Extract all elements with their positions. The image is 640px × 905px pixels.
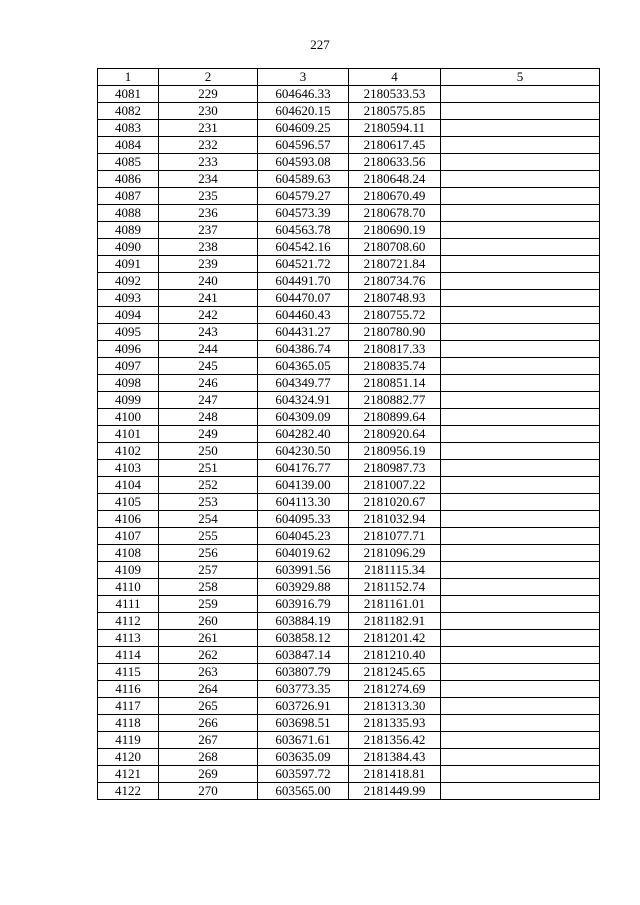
table-cell: 242 xyxy=(159,307,258,324)
table-row xyxy=(98,715,600,732)
table-cell: 4111 xyxy=(98,596,159,613)
table-cell xyxy=(441,222,600,239)
table-cell: 4110 xyxy=(98,579,159,596)
table-cell: 4105 xyxy=(98,494,159,511)
table-row xyxy=(98,188,600,205)
table-row xyxy=(98,579,600,596)
table-cell: 603635.09 xyxy=(258,749,349,766)
table-cell: 254 xyxy=(159,511,258,528)
table-cell: 604365.05 xyxy=(258,358,349,375)
table-cell: 2180648.24 xyxy=(349,171,441,188)
table-cell: 250 xyxy=(159,443,258,460)
table-row xyxy=(98,443,600,460)
table-row xyxy=(98,137,600,154)
table-cell: 604573.39 xyxy=(258,205,349,222)
table-header xyxy=(98,69,600,86)
table-row xyxy=(98,596,600,613)
table-row xyxy=(98,222,600,239)
table-cell: 603698.51 xyxy=(258,715,349,732)
table-row xyxy=(98,103,600,120)
table-row xyxy=(98,613,600,630)
table-cell xyxy=(441,341,600,358)
table-cell: 4091 xyxy=(98,256,159,273)
table-cell: 603858.12 xyxy=(258,630,349,647)
table-cell: 2180851.14 xyxy=(349,375,441,392)
table-cell xyxy=(441,783,600,800)
table-cell: 4120 xyxy=(98,749,159,766)
table-cell: 603565.00 xyxy=(258,783,349,800)
table-row xyxy=(98,205,600,222)
table-cell xyxy=(441,188,600,205)
table-cell: 4098 xyxy=(98,375,159,392)
table-row xyxy=(98,86,600,103)
table-cell xyxy=(441,579,600,596)
table-cell xyxy=(441,171,600,188)
table-cell: 2180920.64 xyxy=(349,426,441,443)
table-cell xyxy=(441,205,600,222)
column-header: 2 xyxy=(159,69,258,86)
table-row xyxy=(98,681,600,698)
table-cell xyxy=(441,307,600,324)
table-cell: 604019.62 xyxy=(258,545,349,562)
table-cell: 604521.72 xyxy=(258,256,349,273)
table-cell xyxy=(441,443,600,460)
table-cell: 2181077.71 xyxy=(349,528,441,545)
table-row xyxy=(98,783,600,800)
table-cell: 2180748.93 xyxy=(349,290,441,307)
table-cell: 4122 xyxy=(98,783,159,800)
table-cell xyxy=(441,528,600,545)
table-cell xyxy=(441,290,600,307)
table-row xyxy=(98,290,600,307)
table-cell: 2180817.33 xyxy=(349,341,441,358)
table-cell xyxy=(441,324,600,341)
table-cell: 4096 xyxy=(98,341,159,358)
table-cell: 256 xyxy=(159,545,258,562)
table-cell: 603671.61 xyxy=(258,732,349,749)
table-cell: 4082 xyxy=(98,103,159,120)
table-cell: 604349.77 xyxy=(258,375,349,392)
table-cell xyxy=(441,545,600,562)
table-cell: 251 xyxy=(159,460,258,477)
table-cell: 4108 xyxy=(98,545,159,562)
table-cell xyxy=(441,664,600,681)
table-cell: 244 xyxy=(159,341,258,358)
table-cell: 2180633.56 xyxy=(349,154,441,171)
table-row xyxy=(98,511,600,528)
table-cell: 604176.77 xyxy=(258,460,349,477)
table-row xyxy=(98,375,600,392)
table-row xyxy=(98,749,600,766)
table-cell: 4100 xyxy=(98,409,159,426)
table-cell xyxy=(441,596,600,613)
table-cell xyxy=(441,766,600,783)
table-cell: 4090 xyxy=(98,239,159,256)
table-cell: 260 xyxy=(159,613,258,630)
table-cell xyxy=(441,375,600,392)
table-cell: 2181245.65 xyxy=(349,664,441,681)
table-cell: 253 xyxy=(159,494,258,511)
table-cell: 4106 xyxy=(98,511,159,528)
table-cell: 236 xyxy=(159,205,258,222)
table-cell: 604386.74 xyxy=(258,341,349,358)
table-row xyxy=(98,120,600,137)
table-cell: 235 xyxy=(159,188,258,205)
table-row xyxy=(98,307,600,324)
table-cell: 2181096.29 xyxy=(349,545,441,562)
table-cell: 2180755.72 xyxy=(349,307,441,324)
table-cell: 2180780.90 xyxy=(349,324,441,341)
table-cell: 604139.00 xyxy=(258,477,349,494)
table-cell: 269 xyxy=(159,766,258,783)
table-row xyxy=(98,460,600,477)
table-cell xyxy=(441,681,600,698)
table-cell: 2181152.74 xyxy=(349,579,441,596)
table-row xyxy=(98,562,600,579)
table-row xyxy=(98,341,600,358)
table-cell xyxy=(441,103,600,120)
table-cell: 603773.35 xyxy=(258,681,349,698)
table-cell xyxy=(441,460,600,477)
table-cell: 2180594.11 xyxy=(349,120,441,137)
table-cell: 229 xyxy=(159,86,258,103)
table-cell: 252 xyxy=(159,477,258,494)
table-cell: 603847.14 xyxy=(258,647,349,664)
table-cell: 603916.79 xyxy=(258,596,349,613)
table-cell: 263 xyxy=(159,664,258,681)
table-cell: 4084 xyxy=(98,137,159,154)
table-cell: 604542.16 xyxy=(258,239,349,256)
table-cell: 4097 xyxy=(98,358,159,375)
table-cell: 266 xyxy=(159,715,258,732)
table-cell xyxy=(441,273,600,290)
table-cell: 2181449.99 xyxy=(349,783,441,800)
table-row xyxy=(98,528,600,545)
table-cell xyxy=(441,494,600,511)
table-cell: 264 xyxy=(159,681,258,698)
table-cell: 2180617.45 xyxy=(349,137,441,154)
table-cell: 4094 xyxy=(98,307,159,324)
table-cell: 4121 xyxy=(98,766,159,783)
column-header: 1 xyxy=(98,69,159,86)
table-cell: 268 xyxy=(159,749,258,766)
table-cell: 4085 xyxy=(98,154,159,171)
table-row xyxy=(98,154,600,171)
table-cell: 4086 xyxy=(98,171,159,188)
table-cell: 4099 xyxy=(98,392,159,409)
table-cell: 4117 xyxy=(98,698,159,715)
table-cell: 2180670.49 xyxy=(349,188,441,205)
table-cell: 249 xyxy=(159,426,258,443)
table-cell: 2180690.19 xyxy=(349,222,441,239)
table-cell: 4092 xyxy=(98,273,159,290)
table-row xyxy=(98,698,600,715)
table-cell: 604460.43 xyxy=(258,307,349,324)
table-cell xyxy=(441,120,600,137)
table-cell: 4112 xyxy=(98,613,159,630)
table-cell: 4083 xyxy=(98,120,159,137)
table-row xyxy=(98,545,600,562)
table-cell: 604309.09 xyxy=(258,409,349,426)
table-cell: 2181384.43 xyxy=(349,749,441,766)
table-cell: 604593.08 xyxy=(258,154,349,171)
table-cell xyxy=(441,477,600,494)
table-cell: 4104 xyxy=(98,477,159,494)
table-row xyxy=(98,426,600,443)
table-cell xyxy=(441,86,600,103)
table-cell: 230 xyxy=(159,103,258,120)
table-cell: 2181335.93 xyxy=(349,715,441,732)
table-cell: 2181007.22 xyxy=(349,477,441,494)
table-cell: 4114 xyxy=(98,647,159,664)
column-header: 3 xyxy=(258,69,349,86)
table-cell: 238 xyxy=(159,239,258,256)
table-cell: 234 xyxy=(159,171,258,188)
table-cell xyxy=(441,239,600,256)
table-cell: 4103 xyxy=(98,460,159,477)
table-cell: 2181418.81 xyxy=(349,766,441,783)
table-cell: 4116 xyxy=(98,681,159,698)
table-cell: 4118 xyxy=(98,715,159,732)
table-cell: 604579.27 xyxy=(258,188,349,205)
table-cell: 603991.56 xyxy=(258,562,349,579)
table-cell xyxy=(441,392,600,409)
table-cell: 4081 xyxy=(98,86,159,103)
table-cell: 270 xyxy=(159,783,258,800)
table-cell: 2181356.42 xyxy=(349,732,441,749)
table-cell: 239 xyxy=(159,256,258,273)
table-cell: 255 xyxy=(159,528,258,545)
table-cell xyxy=(441,154,600,171)
table-cell: 2180533.53 xyxy=(349,86,441,103)
table-cell: 603884.19 xyxy=(258,613,349,630)
table-cell: 2181020.67 xyxy=(349,494,441,511)
table-row xyxy=(98,273,600,290)
table-cell: 604230.50 xyxy=(258,443,349,460)
column-header: 4 xyxy=(349,69,441,86)
table-cell: 604113.30 xyxy=(258,494,349,511)
table-cell xyxy=(441,562,600,579)
table-cell: 241 xyxy=(159,290,258,307)
table-cell: 2181182.91 xyxy=(349,613,441,630)
table-cell: 2180575.85 xyxy=(349,103,441,120)
table-cell: 603807.79 xyxy=(258,664,349,681)
table-row xyxy=(98,477,600,494)
table-cell xyxy=(441,409,600,426)
table-cell: 2181032.94 xyxy=(349,511,441,528)
table-row xyxy=(98,494,600,511)
table-cell: 604324.91 xyxy=(258,392,349,409)
table-body xyxy=(98,86,600,800)
table-cell: 2181210.40 xyxy=(349,647,441,664)
table-cell: 4109 xyxy=(98,562,159,579)
table-cell: 604646.33 xyxy=(258,86,349,103)
table-cell: 245 xyxy=(159,358,258,375)
table-cell: 2181274.69 xyxy=(349,681,441,698)
table-cell: 240 xyxy=(159,273,258,290)
table-cell: 604620.15 xyxy=(258,103,349,120)
table-cell: 2181201.42 xyxy=(349,630,441,647)
table-cell xyxy=(441,358,600,375)
table-cell: 2181161.01 xyxy=(349,596,441,613)
table-cell: 604282.40 xyxy=(258,426,349,443)
table-cell: 4119 xyxy=(98,732,159,749)
table-cell: 4102 xyxy=(98,443,159,460)
table-cell: 2181115.34 xyxy=(349,562,441,579)
table-cell: 604596.57 xyxy=(258,137,349,154)
table-cell xyxy=(441,715,600,732)
table-cell: 604609.25 xyxy=(258,120,349,137)
table-cell xyxy=(441,732,600,749)
table-row xyxy=(98,171,600,188)
table-cell: 604589.63 xyxy=(258,171,349,188)
table-row xyxy=(98,766,600,783)
table-cell: 232 xyxy=(159,137,258,154)
table-cell: 243 xyxy=(159,324,258,341)
table-cell xyxy=(441,647,600,664)
table-row xyxy=(98,239,600,256)
table-cell: 2180882.77 xyxy=(349,392,441,409)
table-cell: 247 xyxy=(159,392,258,409)
table-cell: 2180835.74 xyxy=(349,358,441,375)
table-cell xyxy=(441,698,600,715)
table-cell: 258 xyxy=(159,579,258,596)
table-cell: 4101 xyxy=(98,426,159,443)
table-cell: 246 xyxy=(159,375,258,392)
table-cell: 2180987.73 xyxy=(349,460,441,477)
table-cell: 262 xyxy=(159,647,258,664)
page-number: 227 xyxy=(310,37,330,52)
table-cell xyxy=(441,613,600,630)
table-cell: 4113 xyxy=(98,630,159,647)
table-cell: 604095.33 xyxy=(258,511,349,528)
table-cell: 2180721.84 xyxy=(349,256,441,273)
header-row xyxy=(98,69,600,86)
table-cell: 267 xyxy=(159,732,258,749)
table-cell: 2180899.64 xyxy=(349,409,441,426)
table-cell: 2180678.70 xyxy=(349,205,441,222)
table-cell: 2180956.19 xyxy=(349,443,441,460)
table-row xyxy=(98,664,600,681)
column-header: 5 xyxy=(441,69,600,86)
table-cell xyxy=(441,749,600,766)
table-cell: 231 xyxy=(159,120,258,137)
table-row xyxy=(98,630,600,647)
table-cell: 2180734.76 xyxy=(349,273,441,290)
table-cell xyxy=(441,426,600,443)
table-cell: 604470.07 xyxy=(258,290,349,307)
table-cell xyxy=(441,137,600,154)
table-row xyxy=(98,409,600,426)
table-row xyxy=(98,358,600,375)
table-row xyxy=(98,392,600,409)
table-cell: 603929.88 xyxy=(258,579,349,596)
table-cell: 4115 xyxy=(98,664,159,681)
table-cell: 233 xyxy=(159,154,258,171)
table-cell: 4089 xyxy=(98,222,159,239)
table-cell: 4087 xyxy=(98,188,159,205)
table-cell: 259 xyxy=(159,596,258,613)
table-cell: 604491.70 xyxy=(258,273,349,290)
coordinates-table xyxy=(97,68,600,800)
table-row xyxy=(98,256,600,273)
table-cell: 265 xyxy=(159,698,258,715)
table-cell: 604563.78 xyxy=(258,222,349,239)
table-cell: 2181313.30 xyxy=(349,698,441,715)
table-cell: 4088 xyxy=(98,205,159,222)
table-cell: 4093 xyxy=(98,290,159,307)
table-cell: 603597.72 xyxy=(258,766,349,783)
table-cell: 2180708.60 xyxy=(349,239,441,256)
table-cell xyxy=(441,630,600,647)
table-cell: 604045.23 xyxy=(258,528,349,545)
table-cell: 4107 xyxy=(98,528,159,545)
table-cell xyxy=(441,511,600,528)
table-cell: 237 xyxy=(159,222,258,239)
table-cell: 257 xyxy=(159,562,258,579)
table-cell: 248 xyxy=(159,409,258,426)
table-row xyxy=(98,647,600,664)
table-row xyxy=(98,732,600,749)
table-cell: 261 xyxy=(159,630,258,647)
table-cell: 603726.91 xyxy=(258,698,349,715)
table-cell xyxy=(441,256,600,273)
table-cell: 4095 xyxy=(98,324,159,341)
table-row xyxy=(98,324,600,341)
table-cell: 604431.27 xyxy=(258,324,349,341)
